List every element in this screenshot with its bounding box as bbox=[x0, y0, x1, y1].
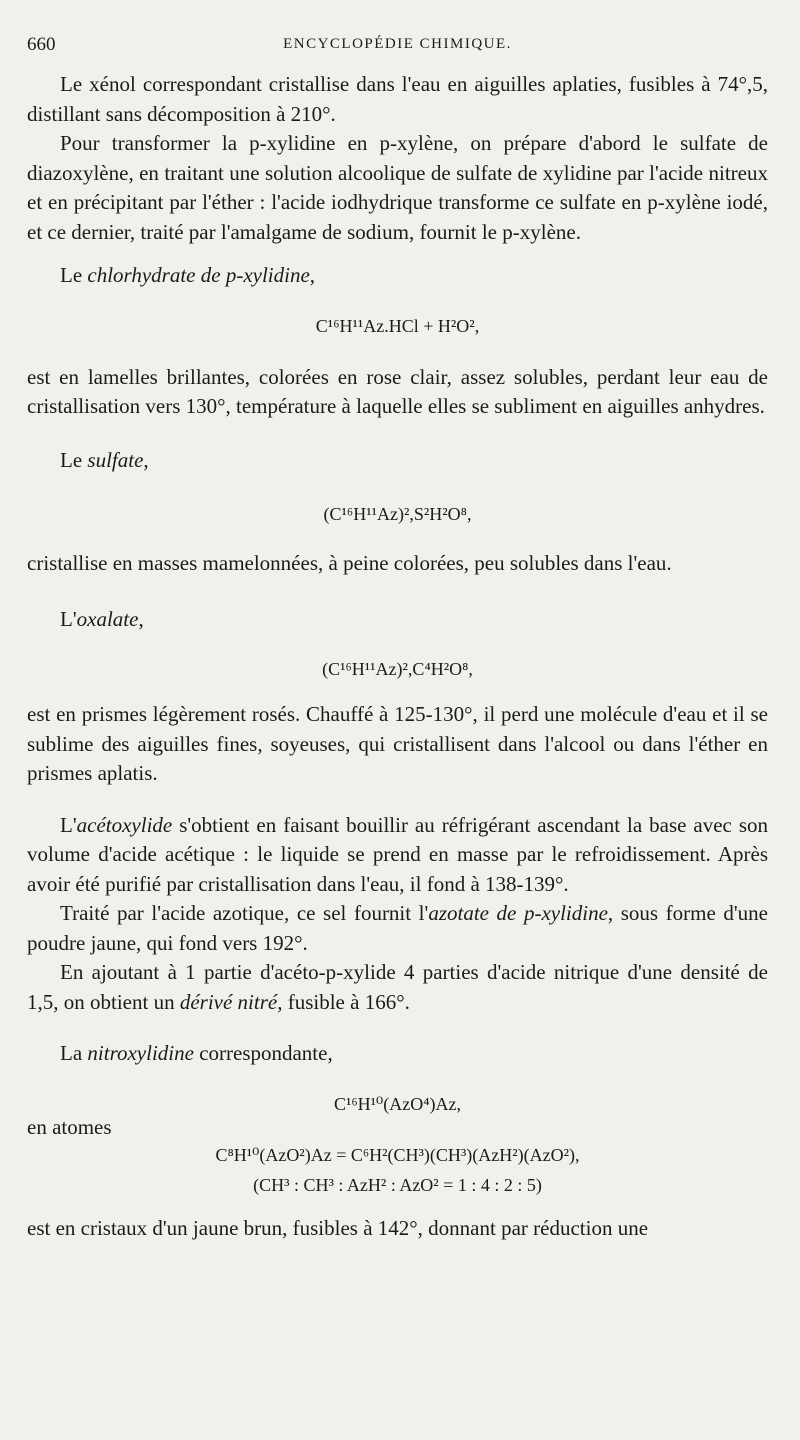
compound-name: nitroxylidine bbox=[87, 1041, 194, 1065]
paragraph-p-xylene-prep: Pour transformer la p-xylidine en p-xylène, on prépare d'abord le sulfate de diazoxylène, en traitant une solution alcoolique de sulfate de xylidine par l'acide nitreux et en précipitant par l'éther : l'acide iodhydrique transforme ce sulfate en p-xylène iodé, et ce dernier, traité par l'amalgame de sodium, fournit le p-xylène. bbox=[27, 131, 768, 244]
paragraph-nitro-derivative bbox=[27, 958, 768, 1017]
text-run: , sous forme d'une poudre jaune, qui fond vers 192°. bbox=[27, 901, 769, 955]
compound-name: sulfate bbox=[87, 447, 144, 472]
text-run: L' bbox=[60, 812, 77, 837]
label-en-atomes: en atomes bbox=[27, 1114, 112, 1139]
paragraph-nitroxylidine-intro bbox=[27, 1039, 768, 1069]
page-header bbox=[27, 34, 768, 64]
compound-name: oxalate bbox=[76, 606, 139, 631]
paragraph-acetoxylide bbox=[27, 811, 768, 900]
page-body bbox=[27, 70, 768, 1244]
paragraph-xenol: Le xénol correspondant cristallise dans l'eau en aiguilles aplaties, fusibles à 74°,5, distillant sans décomposition à 210°. bbox=[27, 72, 768, 126]
paragraph-sulfate-desc: cristallise en masses mamelonnées, à peine colorées, peu solubles dans l'eau. bbox=[27, 551, 672, 575]
text-run: Le bbox=[60, 447, 88, 472]
text-run: L' bbox=[60, 606, 77, 631]
text-run: , bbox=[138, 606, 144, 631]
compound-name: dérivé nitré bbox=[179, 989, 278, 1014]
text-run: s'obtient en faisant bouillir au réfrigérant ascendant la base avec son volume d'acide acétique : le liquide se prend en masse par le refroidissement. Après avoir été purifié par cristallisation dans l'eau, il fond à 138-139°. bbox=[27, 812, 768, 896]
paragraph-chlorhydrate-desc: est en lamelles brillantes, colorées en rose clair, assez solubles, perdant leur eau de cristallisation vers 130°, température à laquelle elles se subliment en aiguilles anhydres. bbox=[27, 364, 768, 418]
text-run: La bbox=[60, 1041, 88, 1065]
page-number: 660 bbox=[27, 34, 56, 55]
compound-name: chlorhydrate de p-xylidine bbox=[87, 263, 310, 287]
paragraph-oxalate-desc: est en prismes légèrement rosés. Chauffé à 125-130°, il perd une molécule d'eau et il se sublime des aiguilles fines, soyeuses, qui cristallisent dans l'alcool ou dans l'éther en prismes aplatis. bbox=[27, 702, 768, 785]
paragraph-sulfate-intro bbox=[27, 446, 768, 476]
text-run: , bbox=[143, 447, 149, 472]
paragraph-chlorhydrate-intro bbox=[27, 261, 768, 291]
formula-position-ratio: (CH³ : CH³ : AzH² : AzO² = 1 : 4 : 2 : 5) bbox=[253, 1175, 542, 1195]
formula-nitroxylidine-atomic: C⁸H¹⁰(AzO²)Az = C⁶H²(CH³)(CH³)(AzH²)(AzO²), bbox=[215, 1145, 580, 1165]
paragraph-azotate bbox=[27, 899, 768, 958]
compound-name: azotate de p-xylidine bbox=[428, 901, 608, 925]
compound-name: acétoxylide bbox=[76, 812, 173, 837]
formula-sulfate: (C¹⁶H¹¹Az)²,S²H²O⁸, bbox=[323, 504, 472, 524]
paragraph-nitroxylidine-desc: est en cristaux d'un jaune brun, fusibles à 142°, donnant par réduction une bbox=[27, 1216, 649, 1240]
text-run: correspondante, bbox=[193, 1041, 333, 1065]
formula-nitroxylidine: C¹⁶H¹⁰(AzO⁴)Az, bbox=[333, 1093, 462, 1114]
text-run: , bbox=[309, 263, 316, 287]
paragraph-oxalate-intro bbox=[27, 605, 768, 635]
text-run: Le bbox=[60, 263, 88, 287]
formula-chlorhydrate: C¹⁶H¹¹Az.HCl + H²O², bbox=[315, 315, 480, 336]
text-run: Traité par l'acide azotique, ce sel fournit l' bbox=[60, 901, 429, 925]
formula-oxalate: (C¹⁶H¹¹Az)²,C⁴H²O⁸, bbox=[322, 659, 473, 679]
text-run: En ajoutant à 1 partie d'acéto-p-xylide 4 parties d'acide nitrique d'une densité de 1,5, on obtient un bbox=[27, 960, 768, 1014]
text-run: , fusible à 166°. bbox=[277, 989, 410, 1014]
running-title: ENCYCLOPÉDIE CHIMIQUE. bbox=[283, 36, 512, 52]
